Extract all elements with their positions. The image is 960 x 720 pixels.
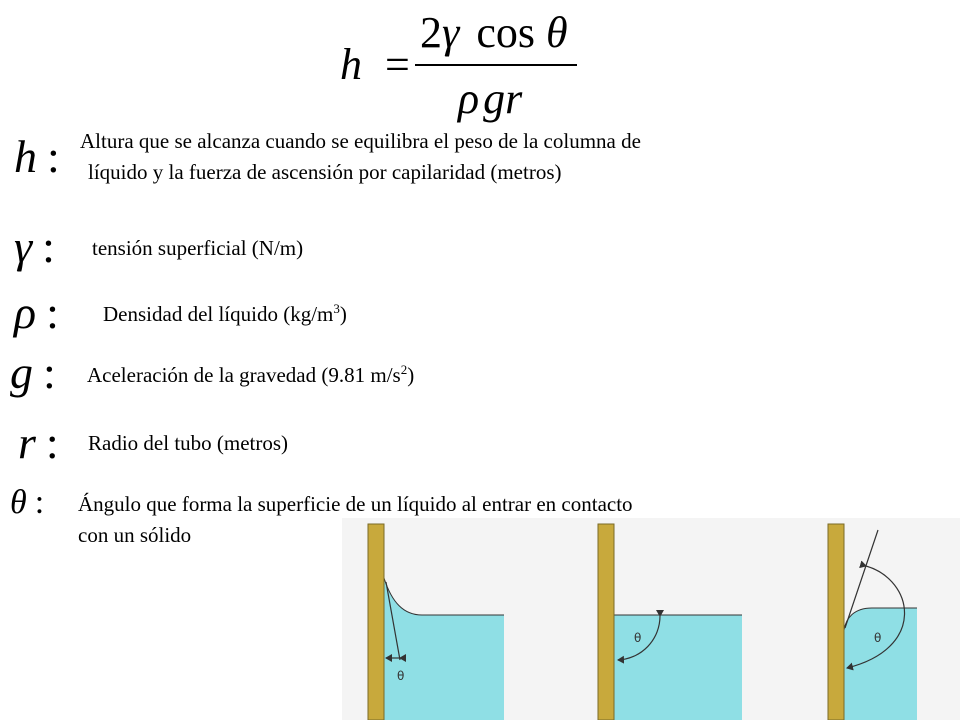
symbol-gamma — [14, 222, 55, 272]
formula-equals: = — [385, 40, 410, 89]
formula-two: 2 — [420, 8, 442, 57]
angle-label-2: θ — [634, 631, 642, 645]
liquid-3 — [844, 608, 917, 720]
symbol-g-letter: g — [10, 347, 33, 398]
formula-denominator — [458, 74, 522, 124]
definition-h-line1: Altura que se alcanza cuando se equilibra el peso de la columna de — [80, 129, 641, 153]
symbol-theta-colon: : — [34, 484, 45, 521]
definition-g-exponent: 2 — [400, 362, 408, 377]
wall-2 — [598, 524, 614, 720]
definition-rho-close: ) — [339, 302, 347, 326]
symbol-h-colon: : — [47, 131, 60, 182]
symbol-h-letter: h — [14, 131, 37, 182]
definition-rho-text: Densidad del líquido (kg/m — [103, 302, 334, 326]
symbol-g-colon: : — [43, 347, 56, 398]
definition-h-line2: líquido y la fuerza de ascensión por capilaridad (metros) — [88, 160, 562, 184]
symbol-theta-letter: θ — [10, 484, 27, 521]
formula-fraction-bar — [415, 64, 577, 66]
symbol-r-colon: : — [45, 417, 59, 468]
symbol-h — [14, 132, 60, 182]
symbol-gamma-letter: γ — [14, 221, 33, 272]
symbol-rho-letter: ρ — [14, 287, 37, 338]
contact-angle-illustration — [342, 518, 960, 720]
formula-h: h — [340, 40, 362, 89]
wall-1 — [368, 524, 384, 720]
definition-r: Radio del tubo (metros) — [88, 431, 289, 455]
angle-label-3: θ — [874, 631, 882, 645]
formula-theta: θ — [546, 8, 568, 57]
symbol-rho — [14, 288, 59, 338]
definition-theta-line2: con un sólido — [78, 523, 192, 547]
symbol-theta — [10, 483, 44, 523]
definition-g-text: Aceleración de la gravedad (9.81 m/s — [87, 363, 401, 387]
wall-3 — [828, 524, 844, 720]
definition-rho — [103, 300, 347, 328]
angle-label-1: θ — [397, 669, 405, 683]
definition-g-close: ) — [407, 363, 415, 387]
symbol-rho-colon: : — [46, 287, 59, 338]
definition-theta-line1: Ángulo que forma la superficie de un líquido al entrar en contacto — [78, 492, 633, 516]
formula-rho: ρ — [458, 74, 480, 123]
definition-rho-exponent: 3 — [333, 301, 340, 316]
formula-gr: gr — [483, 74, 523, 123]
formula-numerator — [420, 8, 568, 58]
symbol-gamma-colon: : — [42, 221, 55, 272]
formula-cos: cos — [476, 8, 535, 57]
symbol-g — [10, 348, 56, 398]
formula-gamma: γ — [442, 8, 460, 57]
definition-gamma: tensión superficial (N/m) — [92, 236, 304, 260]
formula-lhs — [340, 40, 410, 90]
definition-g — [87, 361, 414, 389]
symbol-r-letter: r — [18, 417, 36, 468]
symbol-r — [18, 418, 59, 468]
